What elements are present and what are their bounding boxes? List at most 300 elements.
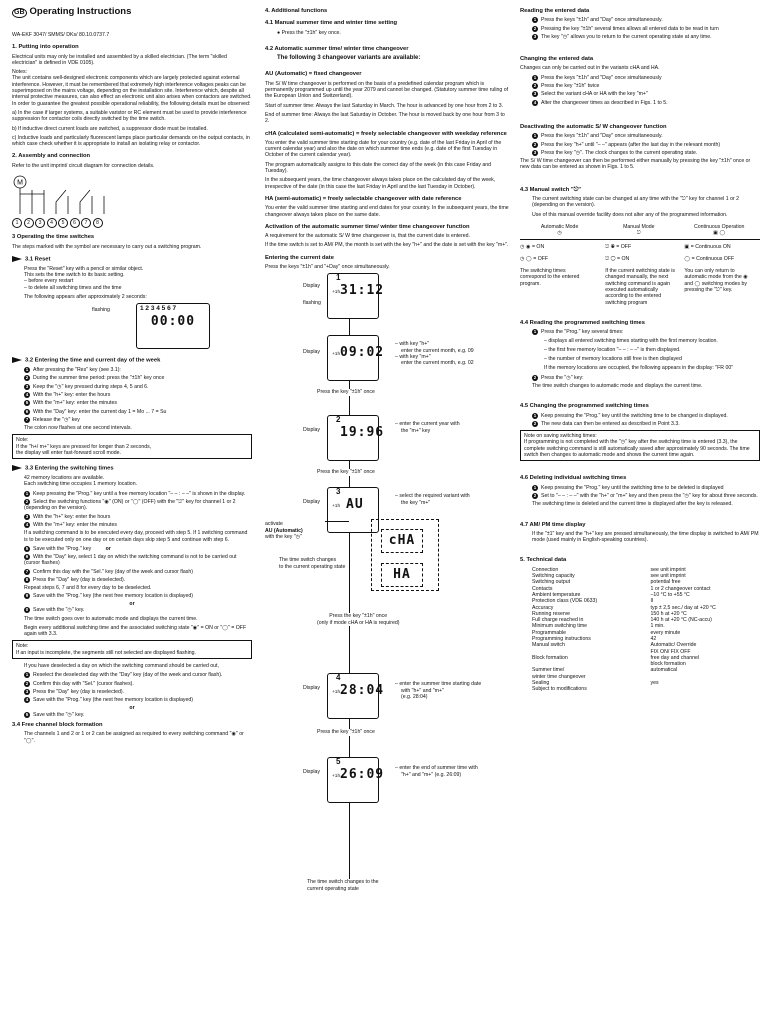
s46-step-1 (532, 485, 760, 491)
lcd-5-main: 28:04 (340, 683, 385, 699)
read-step-1 (532, 17, 760, 23)
step-number-5: 5 (25, 400, 29, 406)
tech-label: Manual switch (532, 642, 565, 649)
lcd-2-notes (395, 341, 505, 366)
step-number-3: 3 (25, 688, 29, 694)
tech-value: yes (650, 680, 659, 687)
time-step-text: With the "m+" key: enter the minutes (33, 400, 117, 407)
sw-step-text: With the "Day" key, select 1 day on which the switching command is not to be carried out (cursor flashes) (24, 554, 237, 567)
section-2-title: 2. Assembly and connection (12, 153, 91, 160)
step-number-7: 7 (25, 416, 29, 422)
change-step-text: Press the keys "±1h" and "Day" once simultaneously (541, 74, 662, 81)
time-step-1 (24, 367, 252, 373)
step-number-2: 2 (533, 374, 537, 380)
sw-line-3: If a switching command is to be executed every day, proceed with step 5. If 1 switching command is to be executed only on one day or on certain days skip step 5 and continue with step 6. (24, 530, 248, 543)
step-number-6: 6 (25, 408, 29, 414)
changes-line-1: The time switch changes (279, 557, 337, 564)
s44-line-2: – displays all entered switching times starting with the first memory location. (544, 337, 718, 344)
tech-label: Connection (532, 566, 559, 573)
change-step-text: Select the variant cHA or HA with the key "m+" (541, 91, 648, 98)
change-step-3 (532, 91, 760, 97)
entering-date-text: Press the keys "±1h" and "+Day" once simultaneously. (265, 264, 390, 271)
tech-value: free day and channel (650, 654, 699, 661)
reset-block (24, 266, 252, 351)
section-3-title: 3 Operating the time switches (12, 234, 95, 241)
s47-title: 4.7 AM/ PM time display (520, 521, 586, 528)
s1-notes-label: Notes: (12, 69, 27, 76)
country-badge: GB (14, 9, 25, 16)
reset-line-5: The following appears after approximately 2 seconds: (24, 293, 147, 300)
mode-cont-cell (678, 239, 760, 306)
reset-line-3: – before every restart (24, 278, 74, 285)
terminal-2: 2 (24, 218, 34, 228)
s1-note-b: b) If inductive direct current loads are switched, a suppressor diode must be installed. (12, 125, 208, 132)
note-box-3 (520, 430, 760, 461)
press-once-2: Press the key "±1h" once (317, 469, 375, 476)
note-1-label: Note: (16, 437, 29, 444)
lcd-4-main: AU (346, 497, 364, 513)
sw-line-13: Begin every additional switching time and the associated switching state "◉" = ON or "◯" = OFF again with 3.3. (24, 624, 247, 638)
step-number-1: 1 (533, 17, 537, 23)
terminal-6: 6 (70, 218, 80, 228)
sw-step-text: With the "m+" key: enter the minutes (33, 521, 117, 528)
step-number-10: 0 (25, 607, 29, 613)
step-number-5: 5 (25, 545, 29, 551)
lcd-3-note-1: – enter the current year with (395, 421, 460, 428)
lcd-display-5 (327, 673, 385, 719)
auto-off-row: ◷ ◯ = OFF (520, 255, 549, 262)
tech-label: winter time changeover (532, 673, 586, 680)
manual-on-row: ⎋ ◯ = ON (605, 255, 630, 262)
sw-step-5 (24, 546, 252, 552)
lcd-5-note-2: with "h+" and "m+" (401, 687, 444, 694)
or-label-2: or (129, 600, 135, 607)
sw-step-text: Keep pressing the "Prog." key until a free memory location "– – : – –" is shown in the display. (33, 490, 246, 497)
lcd-1-ih: +1h (332, 290, 341, 296)
lcd-6-top: 5 (336, 757, 341, 767)
sw-step-text: Press the "Day" key (day is deselected). (33, 577, 126, 584)
s1-notes: The unit contains well-designed electronic components which are largely protected against external interference. However, it must be remembered that extremely high interference voltages peaks can be superimposed on the mains voltage, depending on the installation site. Interference which, despite all internal protective measures, can also effect an electronic unit also arises when contactors are switched. In order to guarantee the greatest possible operational reliability, the following details must be observed: (12, 75, 252, 107)
step-number-2: 2 (533, 83, 537, 89)
s41-text: ● Press the "±1h" key once. (277, 29, 341, 36)
s2-text: Refer to the unit imprint/ circuit diagram for connection details. (12, 162, 155, 169)
manual-desc: If the current switching state is changed manually, the next switching command is again executed automatically according to the entered switching program (605, 268, 675, 306)
step-number-7: 7 (25, 568, 29, 574)
s45-step-1 (532, 413, 760, 419)
display-label-2: Display (303, 349, 321, 356)
tech-value: 1 or 2 changeover contact (650, 585, 711, 592)
mode-manual-label: Manual Mode (623, 223, 655, 230)
manual-off-row: ⎋ ◉ = OFF (605, 243, 632, 250)
sw2-step-1 (24, 672, 252, 678)
or-label-3: or (129, 705, 135, 712)
display-label-1: Display (303, 283, 321, 290)
deact-step-2 (532, 142, 760, 148)
note-1-line-1: If the "h+/ m+" keys are pressed for longer than 2 seconds, (16, 443, 152, 450)
tech-label: Accuracy (532, 604, 554, 611)
date-entry-flow (265, 273, 510, 893)
activation-text-1: A requirement for the automatic S/ W time changeover is, that the current date is entered. (265, 233, 471, 240)
sw-step-text: Confirm this day with the "Sel." key (day of the week and cursor flash) (33, 568, 193, 575)
section-4-title: 4. Additional functions (265, 8, 328, 14)
change-text: Changes can only be carried out in the variants cHA and HA. (520, 65, 660, 72)
sw-line-9: Repeat steps 6, 7 and 8 for every day to be deselected. (24, 585, 152, 592)
s42-sub: The following 3 changeover variants are available: (277, 55, 421, 62)
mode-auto-label: Automatic Mode (540, 223, 579, 230)
cha-option-box: cHA (381, 529, 423, 553)
tech-value: typ ± 2,5 sec./ day at +20 °C (650, 604, 716, 611)
press-once-1: Press the key "±1h" once (317, 389, 375, 396)
activate-connector (325, 521, 349, 522)
note-2-label: Note: (16, 643, 29, 650)
lcd-5-note-3: (e.g. 28:04) (401, 693, 428, 700)
sw-line-1: 42 memory locations are available. (24, 475, 105, 482)
tech-label: Full charge reached in (532, 617, 584, 624)
auto-off-label: = OFF (533, 255, 549, 262)
tech-row (532, 686, 760, 692)
mode-auto-cell (520, 239, 599, 306)
step-number-4: 4 (25, 697, 29, 703)
tech-label: Minimum switching time (532, 623, 588, 630)
read-step-text: Press the keys "±1h" and "Day" once simultaneously. (541, 17, 663, 24)
reset-line-1: Press the "Reset" key with a pencil or similar object. (24, 265, 144, 272)
s44-line-5: If the memory locations are occupied, the following appears in the display: "FR 00" (544, 365, 734, 372)
flashing-label-1: flashing (303, 300, 321, 307)
time-step-text: After pressing the "Res" key (see 3.1): (33, 367, 121, 374)
reset-line-4: – to delete all switching times and the time (24, 284, 122, 291)
terminal-3: 3 (35, 218, 45, 228)
flashing-label: flashing (92, 307, 110, 314)
mode-cont-label: Continuous Operation (693, 223, 745, 230)
terminal-8: 8 (93, 218, 103, 228)
tech-label: Contacts (532, 585, 553, 592)
step-number-1: 1 (533, 484, 537, 490)
activate-line-1: activate (265, 521, 283, 528)
lcd-4-top: 3 (336, 487, 341, 497)
sw2-step-2 (24, 681, 252, 687)
reset-display-figure (24, 303, 252, 351)
s46-title: 4.6 Deleting individual switching times (520, 475, 627, 482)
terminal-4: 4 (47, 218, 57, 228)
sw-step-9 (24, 593, 252, 599)
s44-step-2 (532, 375, 760, 381)
tech-value: 42 (650, 636, 657, 642)
mode-auto-header (520, 224, 599, 239)
time-title (12, 357, 252, 364)
step-number-2: 2 (25, 680, 29, 686)
lcd-4-notes (395, 493, 505, 506)
sw2-step-text: Save with the "◷" key. (33, 711, 85, 718)
lcd-6-main: 26:09 (340, 767, 385, 783)
time-step-text: During the summer time period: press the "±1h" key once (33, 375, 165, 382)
s44-step-text: Press the "Prog." key several times: (541, 329, 624, 336)
sw-step-4 (24, 522, 252, 528)
ha-option-box: HA (381, 563, 423, 587)
lcd-6-ih: +1h (332, 774, 341, 780)
sw-step-10 (24, 607, 252, 613)
auto-on-row: ◷ ◉ = ON (520, 243, 545, 250)
change-step-text: Alter the changeover times as described in Figs. 1 to 5. (541, 99, 668, 106)
s46-step-2 (532, 493, 760, 499)
s44-title: 4.4 Reading the programmed switching times (520, 319, 645, 326)
sw-step-7 (24, 569, 252, 575)
column-2 (265, 6, 510, 893)
change-title: Changing the entered data (520, 56, 594, 63)
sw-step-text: Save with the "Prog." key (33, 545, 92, 552)
mode-table (520, 224, 760, 306)
step-number-2: 2 (25, 499, 29, 505)
change-step-4 (532, 100, 760, 106)
lcd-5-notes (395, 681, 510, 700)
sw2-step-4 (24, 697, 252, 703)
step-number-1: 1 (25, 367, 29, 373)
column-3 (520, 6, 760, 693)
step-number-4: 4 (25, 521, 29, 527)
lcd-3-top: 2 (336, 415, 341, 425)
lcd-3-notes (395, 421, 505, 434)
s46-text-3: The switching time is deleted and the current time is displayed after the key is released. (532, 501, 733, 508)
lcd-3-note-2: the "m+" key (401, 427, 431, 434)
tech-value: –10 °C to +55 °C (650, 591, 690, 598)
lcd-4-note-1: – select the required variant with (395, 493, 470, 500)
mode-manual-header (599, 224, 678, 239)
tech-value (651, 686, 760, 692)
step-number-9: 9 (25, 592, 29, 598)
lcd-display-3 (327, 415, 385, 461)
lcd-5-note-1: – enter the summer time starting date (395, 681, 482, 688)
switching-title-text: 3.3 Entering the switching times (25, 465, 114, 472)
cha-text-2: The program automatically assigns to this date the correct day of the week (in this case Friday and Tuesday). (265, 161, 492, 175)
step-number-1: 1 (25, 490, 29, 496)
step-number-8: 8 (25, 577, 29, 583)
lcd-2-note-1: – with key "h+" (395, 341, 430, 348)
lcd-2-note-3: – with key "m+" (395, 353, 431, 360)
s44-line-7: The time switch changes to automatic mode and displays the current time. (532, 382, 703, 389)
sw-step-text: With the "h+" key: enter the hours (33, 513, 111, 520)
sw-step-text: Select the switching functions "◉" (ON) or "◯" (OFF) with the "⎋" key for channel 1 or 2 (depending on the version). (24, 499, 236, 512)
note-box-2 (12, 640, 252, 659)
colon-text: The colon now flashes at one second intervals. (24, 425, 132, 432)
s43-text-2: Use of this manual override facility does not alter any of the programmed information. (532, 211, 728, 218)
s46-step-text: Keep pressing the "Prog." key until the switching time to be deleted is displayed (541, 484, 724, 491)
press-once-3-line-2: (only if mode cHA or HA is required) (317, 619, 400, 626)
lcd-2-note-2: enter the current month, e.g. 09 (401, 347, 474, 354)
step-number-5: 5 (25, 711, 29, 717)
terminal-row (12, 218, 252, 228)
tech-value: FIX ON/ FIX OFF (650, 648, 691, 655)
free-channel-title: 3.4 Free channel block formation (12, 722, 103, 729)
au-text-1: The S/ W time changeover is performed on the basis of a predefined calendar program which is permanently programmed up until the year 2079 and cannot be changed. (Statutory summer time ruling of the European Union and Switzerland). (265, 80, 509, 100)
activate-line-3: with the key "◷" (265, 533, 303, 540)
s45-step-2 (532, 421, 760, 427)
s44-step-text: Press the "◷" key: (541, 374, 584, 381)
reset-line-2: This sets the time switch to its basic setting. (24, 272, 125, 279)
entering-date-title: Entering the current date (265, 254, 334, 261)
deact-step-3 (532, 150, 760, 156)
s3-intro: The steps marked with the symbol are necessary to carry out a switching program. (12, 243, 202, 250)
switching-block (24, 475, 252, 488)
time-step-2 (24, 375, 252, 381)
final-line-2: current operating state (307, 885, 359, 892)
terminal-1: 1 (12, 218, 22, 228)
title-text: Operating Instructions (29, 6, 132, 17)
lcd-display-2 (327, 335, 385, 381)
column-1 (12, 6, 252, 747)
tech-value: see unit imprint (650, 573, 686, 580)
time-step-text: Keep the "◷" key pressed during steps 4, 5 and 6. (33, 383, 149, 390)
cont-on-row: ▣ = Continuous ON (684, 243, 731, 250)
step-number-1: 1 (533, 133, 537, 139)
s44-line-4: – the number of memory locations still free is then displayed (544, 356, 682, 363)
lcd-2-main: 09:02 (340, 345, 385, 361)
reset-title-text: 3.1 Reset (25, 256, 51, 263)
switching-title (12, 465, 252, 472)
au-text-2: Start of summer time: Always the last Saturday in March. The hour is advanced by one hour from 2 to 3. (265, 102, 504, 109)
lcd-6-note-2: "h+" and "m+" (e.g. 26:09) (401, 771, 462, 778)
s45-title: 4.5 Changing the programmed switching times (520, 403, 649, 410)
reset-lcd (136, 303, 210, 349)
activate-line-2: AU (Automatic) (265, 527, 303, 534)
s44-step-1 (532, 329, 760, 335)
s43-text-1: The current switching state can be changed at any time with the "⎋" key for channel 1 or 2 (depending on the version). (532, 196, 740, 209)
time-step-3 (24, 384, 252, 390)
deactivate-title: Deactivating the automatic S/ W changeover function (520, 123, 667, 130)
time-step-6 (24, 409, 252, 415)
read-step-text: Pressing the key "±1h" several times allows all entered data to be read in turn (541, 25, 719, 32)
lcd-display-1 (327, 273, 385, 319)
sw-step-text: Save with the "◷" key. (33, 607, 85, 614)
tech-value: II (650, 598, 654, 605)
step-number-1: 1 (533, 74, 537, 80)
sw-step-1 (24, 491, 252, 497)
step-number-2: 2 (533, 141, 537, 147)
tech-value: potential free (650, 579, 681, 586)
lcd-2-ih: +1h (332, 352, 341, 358)
tech-label: Sealing (532, 680, 550, 687)
step-number-1: 1 (533, 329, 537, 335)
reset-title (12, 256, 252, 263)
tech-value: block formation (650, 661, 686, 668)
tech-label: Protection class (VDE 0633) (532, 598, 598, 605)
time-title-text: 3.2 Entering the time and current day of the week (25, 357, 161, 364)
read-step-3 (532, 34, 760, 40)
step-number-2: 2 (25, 375, 29, 381)
final-state-note (307, 879, 379, 892)
sw-step-2 (24, 499, 252, 512)
tech-value: 140 h at +20 °C (NC-accu) (650, 617, 712, 624)
s43-title: 4.3 Manual switch "⎋" (520, 186, 581, 193)
lcd-2-note-4: enter the current month, e.g. 02 (401, 360, 474, 367)
lcd-4-note-2: the key "m+" (401, 499, 431, 506)
change-step-1 (532, 75, 760, 81)
tech-table (532, 567, 760, 693)
step-number-4: 4 (533, 99, 537, 105)
time-step-4 (24, 392, 252, 398)
mode-manual-cell (599, 239, 678, 306)
sw2-step-text: Reselect the deselected day with the "Day" key (day of the week and cursor flash). (33, 672, 223, 679)
page-title (12, 6, 252, 18)
display-label-4: Display (303, 499, 321, 506)
s45-step-text: The new data can then be entered as described in Point 3.3. (541, 420, 680, 427)
step-number-3: 3 (533, 33, 537, 39)
tech-value: every minute (650, 629, 681, 636)
s41-title: 4.1 Manual summer time and winter time setting (265, 20, 398, 27)
step-number-2: 2 (533, 25, 537, 31)
ha-title: HA (semi-automatic) = freely selectable changeover with date reference (265, 195, 462, 202)
changes-line-2: to the current operating state (279, 563, 346, 570)
section-1-title: 1. Putting into operation (12, 44, 79, 51)
change-step-2 (532, 83, 760, 89)
time-step-7 (24, 417, 252, 423)
sw2-step-text: Press the "Day" key (day is reselected). (33, 688, 125, 695)
sw-step-text: Save with the "Prog." key (the next free memory location is displayed) (33, 592, 193, 599)
tech-value: 1 min. (650, 623, 665, 630)
lcd-4-ih: +1h (332, 504, 341, 510)
tech-value: see unit imprint (650, 566, 686, 573)
tech-value: Automatic/ Override (650, 642, 697, 649)
tech-label: Ambient temperature (532, 591, 581, 598)
sw2-step-3 (24, 689, 252, 695)
deact-step-text: Press the key "h+" until "– –" appears (after the last day in the relevant month) (541, 141, 721, 148)
lcd-6-notes (395, 765, 510, 778)
s46-step-text: Set to "– – : – –" with the "h+" or "m+" key and then press the "◷" key for about three seconds. (541, 492, 758, 499)
step-number-3: 3 (25, 383, 29, 389)
press-once-3-line-1: Press the key "±1h" once (329, 613, 388, 620)
free-channel-text: The channels 1 and 2 or 1 or 2 can be assigned as required to every switching command "◉" or "◯". (24, 731, 244, 744)
terminal-5: 5 (58, 218, 68, 228)
au-text-3: End of summer time: Always the last Saturday in October. The hour is moved back by one hour from 3 to 2. (265, 111, 505, 125)
change-step-text: Press the key "±1h" twice (541, 83, 600, 90)
cha-text-1: You enter the valid summer time starting date for your country (e.g. date of the last Friday in April of the current calendar year) and also the date on which summer time ends (e.g. date of the first Tuesday in October of the current calendar year). (265, 139, 502, 159)
time-step-text: With the "h+" key: enter the hours (33, 391, 111, 398)
tech-label: Switching capacity (532, 573, 575, 580)
step-arrow-icon (12, 256, 22, 262)
sw2-step-5 (24, 712, 252, 718)
final-line-1: The time switch changes to the (307, 879, 379, 886)
au-title: AU (Automatic) = fixed changeover (265, 71, 362, 78)
note-1-line-2: the display will enter fast-forward scroll mode. (16, 450, 121, 457)
s44-line-3: – the first free memory location "– – : – –" is then displayed. (544, 346, 681, 353)
activation-text-2: If the time switch is set to AM/ PM, the month is set with the key "h+" and the date is set with the key "m+". (265, 242, 509, 249)
ha-text-1: You enter the valid summer time starting and end dates for your country. In the subsequent years, the time changeover always takes place on the same date. (265, 205, 509, 218)
auto-on-label: = ON (531, 243, 545, 250)
press-once-4: Press the key "±1h" once (317, 729, 375, 736)
clock-icon: ◷ (557, 230, 562, 237)
auto-desc: The switching times correspond to the entered program. (520, 268, 580, 287)
mode-cont-header (678, 224, 760, 239)
step-number-2: 2 (533, 492, 537, 498)
display-label-5: Display (303, 685, 321, 692)
tech-table-body (532, 567, 760, 693)
lcd-6-note-1: – enter the end of summer time with (395, 765, 478, 772)
step-number-1: 1 (533, 412, 537, 418)
tech-label: Subject to modifications (532, 686, 587, 693)
or-label: or (105, 545, 111, 552)
deact-step-text: Press the keys "±1h" and "Day" once simultaneously. (541, 133, 663, 140)
deact-step-1 (532, 133, 760, 139)
sw-step-6 (24, 554, 252, 567)
tech-title: 5. Technical data (520, 557, 567, 564)
lcd-5-top: 4 (336, 673, 341, 683)
tech-label: Block formation (532, 654, 568, 661)
cont-on-label: = Continuous ON (690, 243, 731, 250)
activate-au-note (265, 521, 325, 540)
step-number-1: 1 (25, 672, 29, 678)
lcd-days: 1 2 3 4 5 6 7 (140, 305, 177, 313)
s1-intro: Electrical units may only be installed and assembled by a skilled electrician. (The term "skilled electrician" is defined in VDE 0105). (12, 53, 227, 66)
cont-off-label: = Continuous OFF (691, 255, 735, 262)
cha-text-3: In the subsequent years, the time changeover always takes place on the calculated day of the week, irrespective of the date (in this case the last Friday in April and the last Tuesday in October). (265, 177, 496, 190)
